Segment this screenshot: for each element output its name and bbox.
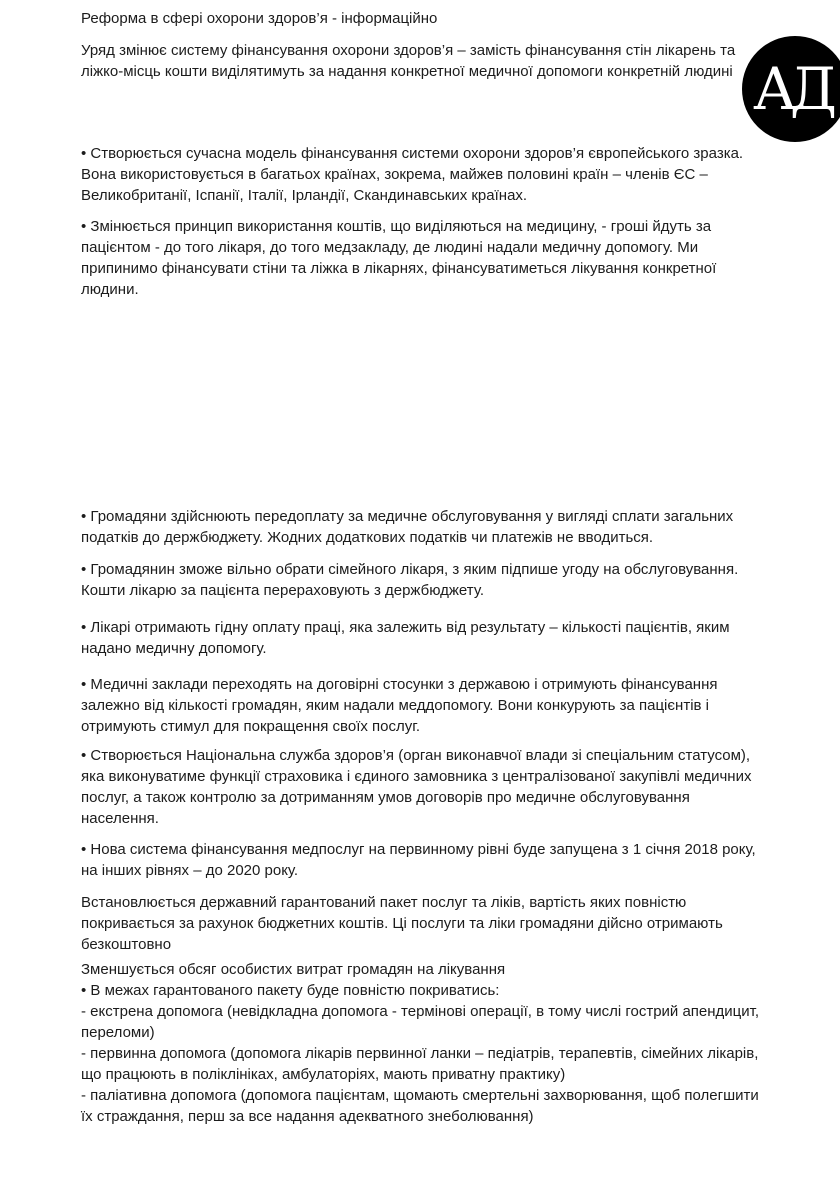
covered-item: - первинна допомога (допомога лікарів первинної ланки – педіатрів, терапевтів, сімейних лікарів, що працюють в поліклініках, амбулаторіях, мають приватну практику) bbox=[81, 1045, 759, 1083]
ad-logo-initials: АД bbox=[752, 55, 831, 123]
bullet-item: • Лікарі отримають гідну оплату праці, яка залежить від результату – кількості пацієнтів, яким надано медичну допомогу. bbox=[81, 619, 730, 657]
page-title: Реформа в сфері охорони здоров’я - інформаційно bbox=[81, 10, 438, 27]
bullet-item: • Медичні заклади переходять на договірні стосунки з державою і отримують фінансування залежно від кількості громадян, яким надали меддопомогу. Вони конкурують за пацієнтів і отримують стимул для покращення своїх послуг. bbox=[81, 676, 718, 735]
bullet-item: • Нова система фінансування медпослуг на первинному рівні буде запущена з 1 січня 2018 року, на інших рівнях – до 2020 року. bbox=[81, 841, 756, 879]
guaranteed-package-paragraph: Встановлюється державний гарантований пакет послуг та ліків, вартість яких повністю покривається за рахунок бюджетних коштів. Ці послуги та ліки громадяни дійсно отримають безкоштовно bbox=[81, 894, 723, 953]
covered-intro: • В межах гарантованого пакету буде повністю покриватись: bbox=[81, 982, 500, 999]
covered-item: - паліативна допомога (допомога пацієнтам, щомають смертельні захворювання, щоб полегшити їх страждання, перш за все надання адекватного знеболювання) bbox=[81, 1087, 759, 1125]
bullet-item: • Громадяни здійснюють передоплату за медичне обслуговування у вигляді сплати загальних податків до держбюджету. Жодних додаткових податків чи платежів не вводиться. bbox=[81, 508, 734, 546]
covered-item: - екстрена допомога (невідкладна допомога - термінові операції, в тому числі гострий апендицит, переломи) bbox=[81, 1003, 760, 1041]
bullet-item: • Громадянин зможе вільно обрати сімейного лікаря, з яким підпише угоду на обслуговування. Кошти лікарю за пацієнта перераховують з держбюджету. bbox=[81, 561, 739, 599]
costs-heading: Зменшується обсяг особистих витрат громадян на лікування bbox=[81, 961, 506, 978]
bullet-item: • Змінюється принцип використання коштів, що виділяються на медицину, - гроші йдуть за пацієнтом - до того лікаря, до того медзакладу, де людині надали медичну допомогу. Ми припинимо фінансувати стіни та ліжка в лікарнях, фінансуватиметься лікування конкретної людини. bbox=[81, 218, 717, 298]
bullet-item: • Створюється Національна служба здоров’я (орган виконавчої влади зі спеціальним статусом), яка виконуватиме функції страховика і єдиного замовника з централізованої закупівлі медичних послуг, а також контролю за дотриманням умов договорів про медичне обслуговування населення. bbox=[81, 747, 752, 827]
bullet-item: • Створюється сучасна модель фінансування системи охорони здоров’я європейського зразка. Вона використовується в багатьох країнах, зокрема, майжев половині країн – членів ЄС – Великобританії, Іспанії, Італії, Ірландії, Скандинавських країнах. bbox=[81, 145, 744, 204]
ad-logo bbox=[742, 36, 840, 142]
intro-paragraph: Уряд змінює систему фінансування охорони здоров’я – замість фінансування стін лікарень та ліжко-місць кошти виділятимуть за надання конкретної медичної допомоги конкретній людині bbox=[81, 42, 736, 80]
document-page bbox=[81, 8, 767, 1127]
